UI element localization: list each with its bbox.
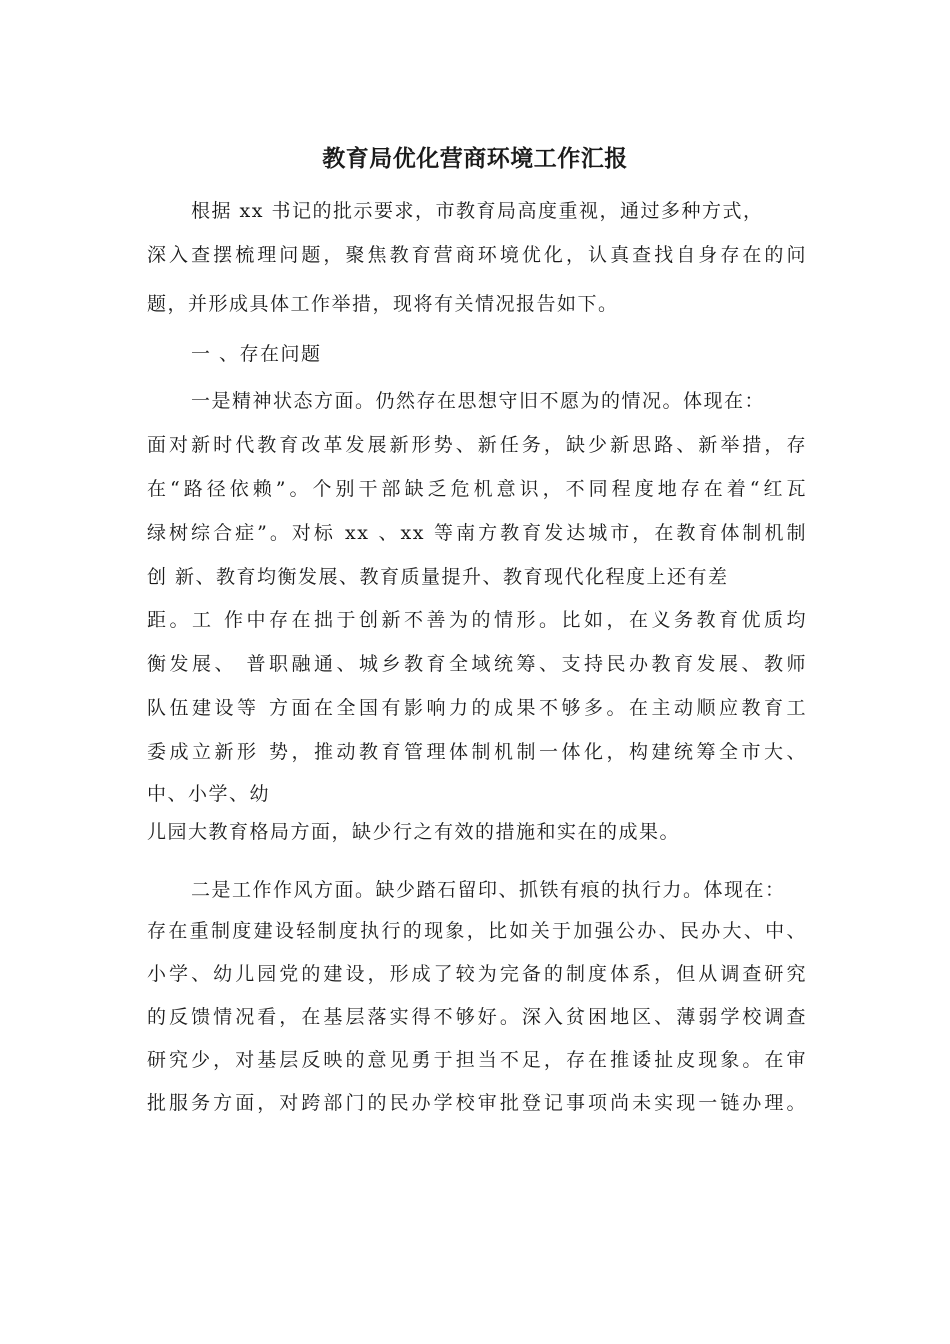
paragraph-line: 题，并形成具体工作举措，现将有关情况报告如下。 (147, 293, 619, 315)
paragraph-line: 创 新、教育均衡发展、教育质量提升、教育现代化程度上还有差 (147, 566, 729, 588)
paragraph-line: 一是精神状态方面。仍然存在思想守旧不愿为的情况。体现在： (191, 390, 766, 412)
paragraph-line: 深入查摆梳理问题，聚焦教育营商环境优化，认真查找自身存在的问 (147, 244, 807, 266)
paragraph-line: 二是工作作风方面。缺少踏石留印、抓铁有痕的执行力。体现在： (191, 879, 786, 901)
paragraph-line: 在“路径依赖”。个别干部缺乏危机意识，不同程度地存在着“红瓦 (147, 478, 807, 500)
paragraph-line: 距。工 作中存在拙于创新不善为的情形。比如，在义务教育优质均 (147, 609, 807, 631)
paragraph-line: 绿树综合症”。对标 xx 、xx 等南方教育发达城市，在教育体制机制 (147, 522, 807, 544)
paragraph-line: 小学、幼儿园党的建设，形成了较为完备的制度体系，但从调查研究 (147, 963, 807, 985)
paragraph-line: 根据 xx 书记的批示要求，市教育局高度重视，通过多种方式， (191, 200, 764, 222)
paragraph-line: 的反馈情况看，在基层落实得不够好。深入贫困地区、薄弱学校调查 (147, 1006, 807, 1028)
paragraph-line: 批服务方面，对跨部门的民办学校审批登记事项尚未实现一链办理。 (147, 1092, 807, 1114)
paragraph-line: 面对新时代教育改革发展新形势、新任务，缺少新思路、新举措，存 (147, 434, 807, 456)
paragraph-line: 委成立新形 势，推动教育管理体制机制一体化，构建统筹全市大、 (147, 741, 807, 763)
paragraph-line: 存在重制度建设轻制度执行的现象，比如关于加强公办、民办大、中、 (147, 920, 807, 942)
paragraph-line: 研究少，对基层反映的意见勇于担当不足，存在推诿扯皮现象。在审 (147, 1049, 807, 1071)
section-heading: 一 、存在问题 (191, 343, 322, 365)
paragraph-line: 中、小学、幼 (147, 783, 271, 805)
paragraph-line: 衡发展、 普职融通、城乡教育全域统筹、支持民办教育发展、教师 (147, 653, 807, 675)
paragraph-line: 儿园大教育格局方面，缺少行之有效的措施和实在的成果。 (147, 821, 681, 843)
paragraph-line: 队伍建设等 方面在全国有影响力的成果不够多。在主动顺应教育工 (147, 697, 807, 719)
document-title: 教育局优化营商环境工作汇报 (322, 146, 628, 172)
